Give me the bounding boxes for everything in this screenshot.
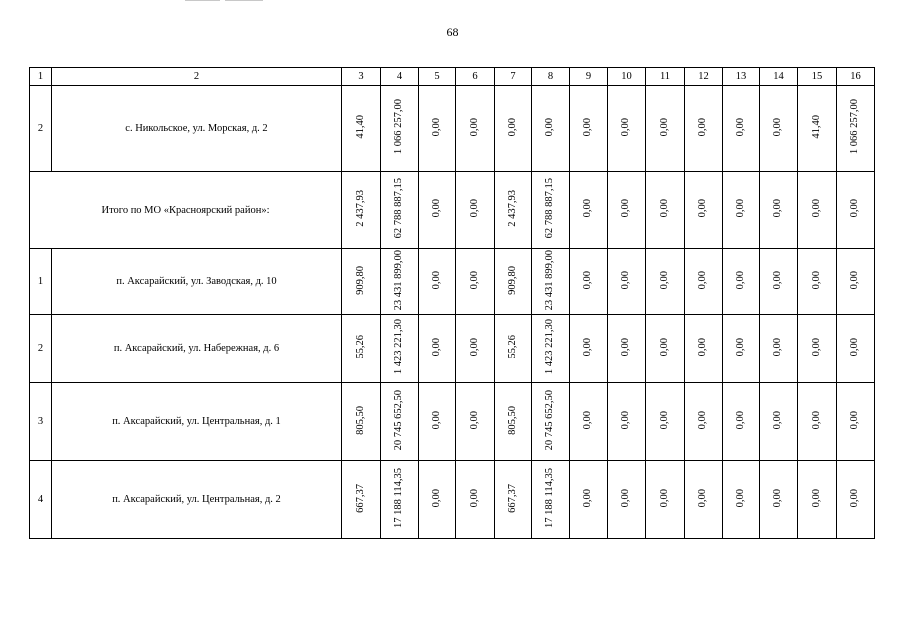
value-text: 55,26: [506, 335, 518, 359]
value-text: 1 423 221,30: [393, 319, 405, 375]
value-cell: [495, 249, 532, 315]
value-text: 0,00: [697, 337, 709, 357]
value-cell: [419, 383, 456, 461]
value-cell: [837, 249, 875, 315]
row-number: 2: [30, 315, 52, 383]
address-cell: с. Никольское, ул. Морская, д. 2: [52, 86, 342, 172]
value-text: 0,00: [658, 488, 670, 508]
value-text: 0,00: [582, 117, 594, 137]
value-cell: [798, 315, 837, 383]
value-cell: [646, 383, 685, 461]
header-cell: 2: [52, 68, 342, 86]
value-text: 0,00: [582, 199, 594, 218]
value-text: 23 431 899,00: [393, 249, 405, 311]
value-text: 0,00: [620, 199, 632, 218]
value-text: 0,00: [810, 199, 822, 218]
value-text: 909,80: [506, 265, 518, 295]
address-cell: п. Аксарайский, ул. Центральная, д. 1: [52, 383, 342, 461]
value-cell: [381, 86, 419, 172]
value-text: 0,00: [582, 337, 594, 357]
table-row: [30, 315, 875, 383]
value-cell: [532, 315, 570, 383]
value-text: 0,00: [468, 410, 480, 430]
value-text: 0,00: [772, 270, 784, 290]
value-text: 0,00: [658, 270, 670, 290]
value-text: 0,00: [468, 270, 480, 290]
value-cell: [837, 383, 875, 461]
value-cell: [646, 315, 685, 383]
value-cell: [456, 461, 495, 539]
value-cell: [570, 172, 608, 249]
value-cell: [419, 86, 456, 172]
value-text: 0,00: [772, 410, 784, 430]
table-row: [30, 383, 875, 461]
value-cell: [723, 86, 760, 172]
value-cell: [570, 86, 608, 172]
value-cell: [495, 315, 532, 383]
value-cell: [570, 249, 608, 315]
value-text: 909,80: [354, 265, 366, 295]
value-cell: [608, 315, 646, 383]
row-number: 4: [30, 461, 52, 539]
value-text: 20 745 652,50: [393, 389, 405, 451]
value-cell: [798, 86, 837, 172]
address-cell: п. Аксарайский, ул. Набережная, д. 6: [52, 315, 342, 383]
value-text: 0,00: [849, 410, 861, 430]
value-cell: [798, 249, 837, 315]
value-cell: [495, 461, 532, 539]
value-cell: [685, 86, 723, 172]
value-cell: [419, 172, 456, 249]
value-text: 55,26: [354, 335, 366, 359]
value-cell: [723, 315, 760, 383]
header-cell: 10: [608, 68, 646, 86]
value-cell: [760, 172, 798, 249]
value-cell: [570, 383, 608, 461]
value-cell: [381, 249, 419, 315]
address-cell: п. Аксарайский, ул. Центральная, д. 2: [52, 461, 342, 539]
value-text: 0,00: [772, 117, 784, 137]
value-cell: [685, 249, 723, 315]
value-text: 0,00: [734, 410, 746, 430]
value-cell: [646, 172, 685, 249]
value-cell: [342, 383, 381, 461]
value-text: 17 188 114,35: [393, 468, 405, 528]
value-text: 1 066 257,00: [393, 99, 405, 155]
value-text: 1 066 257,00: [849, 99, 861, 155]
value-text: 0,00: [849, 199, 861, 218]
value-cell: [342, 86, 381, 172]
value-cell: [532, 249, 570, 315]
value-text: 0,00: [849, 337, 861, 357]
value-text: 17 188 114,35: [544, 468, 556, 528]
value-cell: [760, 461, 798, 539]
value-cell: [456, 383, 495, 461]
value-cell: [342, 172, 381, 249]
value-cell: [532, 86, 570, 172]
value-cell: [723, 383, 760, 461]
value-cell: [608, 461, 646, 539]
value-text: 0,00: [506, 117, 518, 137]
value-cell: [419, 461, 456, 539]
header-row: [30, 68, 875, 86]
value-cell: [685, 461, 723, 539]
value-cell: [837, 461, 875, 539]
value-cell: [570, 315, 608, 383]
value-text: 0,00: [772, 199, 784, 218]
value-text: 0,00: [582, 488, 594, 508]
value-cell: [419, 249, 456, 315]
value-text: 0,00: [810, 270, 822, 290]
value-text: 20 745 652,50: [544, 389, 556, 451]
data-table: [29, 67, 875, 539]
value-cell: [760, 249, 798, 315]
value-text: 0,00: [849, 270, 861, 290]
value-text: 0,00: [620, 270, 632, 290]
value-cell: [646, 249, 685, 315]
value-cell: [685, 172, 723, 249]
value-text: 2 437,93: [506, 190, 518, 227]
header-cell: 6: [456, 68, 495, 86]
value-text: 41,40: [810, 115, 822, 139]
value-cell: [685, 383, 723, 461]
value-text: 0,00: [468, 199, 480, 218]
header-cell: 11: [646, 68, 685, 86]
value-text: 0,00: [620, 337, 632, 357]
value-cell: [342, 461, 381, 539]
value-text: 0,00: [582, 410, 594, 430]
value-cell: [456, 172, 495, 249]
scan-artifact: [225, 0, 263, 1]
value-text: 2 437,93: [354, 190, 366, 227]
value-text: 0,00: [430, 117, 442, 137]
value-cell: [608, 172, 646, 249]
value-text: 0,00: [658, 337, 670, 357]
value-cell: [760, 315, 798, 383]
value-cell: [342, 315, 381, 383]
value-text: 0,00: [468, 337, 480, 357]
value-cell: [685, 315, 723, 383]
value-text: 0,00: [734, 117, 746, 137]
value-text: 62 788 887,15: [544, 178, 556, 239]
value-text: 0,00: [430, 488, 442, 508]
value-text: 23 431 899,00: [544, 249, 556, 311]
value-text: 0,00: [658, 199, 670, 218]
value-cell: [570, 461, 608, 539]
value-cell: [837, 86, 875, 172]
table-row: [30, 461, 875, 539]
value-cell: [381, 383, 419, 461]
row-number: 1: [30, 249, 52, 315]
value-text: 667,37: [354, 483, 366, 513]
value-cell: [532, 172, 570, 249]
value-text: 1 423 221,30: [544, 319, 556, 375]
value-text: 0,00: [697, 199, 709, 218]
header-cell: 9: [570, 68, 608, 86]
value-cell: [646, 86, 685, 172]
value-cell: [646, 461, 685, 539]
value-cell: [532, 383, 570, 461]
value-text: 0,00: [658, 410, 670, 430]
value-text: 0,00: [810, 337, 822, 357]
header-cell: 4: [381, 68, 419, 86]
value-cell: [723, 249, 760, 315]
value-cell: [532, 461, 570, 539]
value-text: 667,37: [506, 483, 518, 513]
row-number: 2: [30, 86, 52, 172]
header-cell: 8: [532, 68, 570, 86]
value-cell: [495, 86, 532, 172]
value-cell: [798, 461, 837, 539]
value-cell: [419, 315, 456, 383]
value-text: 805,50: [354, 405, 366, 435]
address-cell: п. Аксарайский, ул. Заводская, д. 10: [52, 249, 342, 315]
value-text: 0,00: [734, 199, 746, 218]
value-text: 0,00: [697, 488, 709, 508]
value-text: 0,00: [810, 488, 822, 508]
value-cell: [608, 86, 646, 172]
total-label: Итого по МО «Красноярский район»:: [30, 172, 342, 249]
value-cell: [798, 383, 837, 461]
value-cell: [456, 86, 495, 172]
value-text: 0,00: [734, 488, 746, 508]
value-text: 0,00: [430, 337, 442, 357]
value-cell: [381, 315, 419, 383]
value-cell: [760, 86, 798, 172]
total-row: [30, 172, 875, 249]
value-text: 0,00: [772, 337, 784, 357]
value-cell: [837, 315, 875, 383]
value-text: 0,00: [697, 270, 709, 290]
value-text: 0,00: [468, 117, 480, 137]
page-number: 68: [446, 25, 459, 39]
header-cell: 14: [760, 68, 798, 86]
value-cell: [495, 172, 532, 249]
header-cell: 16: [837, 68, 875, 86]
value-text: 0,00: [658, 117, 670, 137]
value-cell: [608, 383, 646, 461]
value-cell: [723, 172, 760, 249]
value-text: 0,00: [620, 117, 632, 137]
value-cell: [837, 172, 875, 249]
value-cell: [798, 172, 837, 249]
value-cell: [381, 461, 419, 539]
value-text: 0,00: [468, 488, 480, 508]
value-cell: [456, 315, 495, 383]
header-cell: 13: [723, 68, 760, 86]
value-text: 0,00: [810, 410, 822, 430]
value-cell: [456, 249, 495, 315]
header-cell: 7: [495, 68, 532, 86]
header-cell: 3: [342, 68, 381, 86]
row-number: 3: [30, 383, 52, 461]
value-text: 0,00: [544, 117, 556, 137]
table-row: [30, 249, 875, 315]
header-cell: 5: [419, 68, 456, 86]
scan-artifact: [185, 0, 220, 1]
value-text: 0,00: [734, 270, 746, 290]
value-text: 41,40: [354, 115, 366, 139]
value-text: 62 788 887,15: [393, 178, 405, 239]
header-cell: 15: [798, 68, 837, 86]
value-text: 0,00: [430, 410, 442, 430]
value-cell: [495, 383, 532, 461]
value-text: 0,00: [620, 488, 632, 508]
value-cell: [342, 249, 381, 315]
value-cell: [608, 249, 646, 315]
value-cell: [723, 461, 760, 539]
value-text: 0,00: [582, 270, 594, 290]
value-text: 0,00: [430, 270, 442, 290]
table-row: [30, 86, 875, 172]
header-cell: 12: [685, 68, 723, 86]
value-text: 0,00: [849, 488, 861, 508]
value-text: 0,00: [697, 117, 709, 137]
value-text: 805,50: [506, 405, 518, 435]
header-cell: 1: [30, 68, 52, 86]
value-text: 0,00: [772, 488, 784, 508]
value-text: 0,00: [430, 199, 442, 218]
value-text: 0,00: [734, 337, 746, 357]
value-text: 0,00: [697, 410, 709, 430]
value-text: 0,00: [620, 410, 632, 430]
value-cell: [760, 383, 798, 461]
value-cell: [381, 172, 419, 249]
